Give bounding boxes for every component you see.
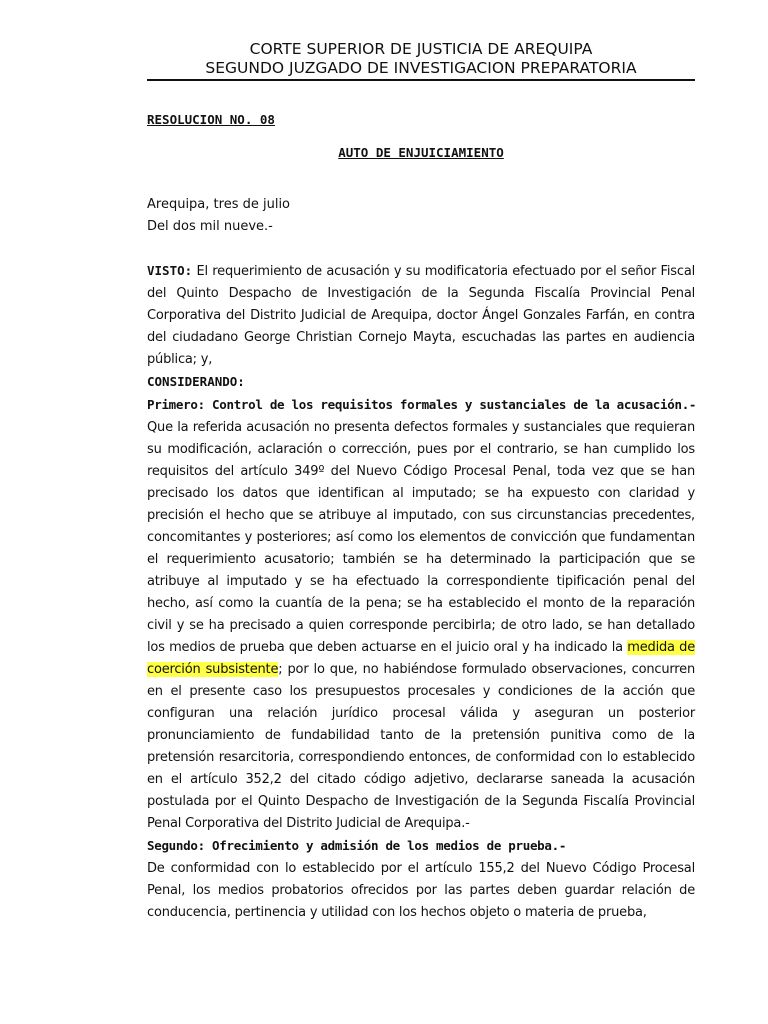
visto-label: VISTO:	[147, 263, 193, 278]
header-divider	[147, 79, 695, 81]
segundo-paragraph: De conformidad con lo establecido por el artículo 155,2 del Nuevo Código Procesal Penal, los medios probatorios ofrecidos por las partes deben guardar relación de conducencia, pertinencia y utilidad con los hechos objeto o materia de prueba,	[147, 861, 695, 920]
primero-heading: Primero: Control de los requisitos formales y sustanciales de la acusación.-	[147, 397, 697, 412]
resolution-number: RESOLUCION NO. 08	[147, 112, 275, 127]
document-body	[147, 260, 695, 924]
primero-text-after: ; por lo que, no habiéndose formulado observaciones, concurren en el presente caso los presupuestos procesales y condiciones de la acción que configuran una relación jurídico procesal válida y aseguran un posterior pronunciamiento de fundabilidad tanto de la pretensión punitiva como de la pretensión resarcitoria, correspondiendo entonces, de conformidad con lo establecido en el artículo 352,2 del citado código adjetivo, declararse saneada la acusación postulada por el Quinto Despacho de Investigación de la Segunda Fiscalía Provincial Penal Corporativa del Distrito Judicial de Arequipa.-	[147, 662, 695, 831]
visto-text: El requerimiento de acusación y su modificatoria efectuado por el señor Fiscal del Quinto Despacho de Investigación de la Segunda Fiscalía Provincial Penal Corporativa del Distrito Judicial de Arequipa, doctor Ángel Gonzales Farfán, en contra del ciudadano George Christian Cornejo Mayta, escuchadas las partes en audiencia pública; y,	[147, 264, 695, 367]
place-date-line-1: Arequipa, tres de julio	[147, 197, 291, 212]
document-title: AUTO DE ENJUICIAMIENTO	[338, 145, 504, 160]
considerando-label: CONSIDERANDO:	[147, 374, 245, 389]
place-date-line-2: Del dos mil nueve.-	[147, 219, 273, 234]
primero-text-before: Que la referida acusación no presenta defectos formales y sustanciales que requieran su modificación, aclaración o corrección, pues por el contrario, se han cumplido los requisitos del artículo 349º del Nuevo Código Procesal Penal, toda vez que se han precisado los datos que identifican al imputado; se ha expuesto con claridad y precisión el hecho que se atribuye al imputado, con sus circunstancias precedentes, concomitantes y posteriores; así como los elementos de convicción que fundamentan el requerimiento acusatorio; también se ha determinado la participación que se atribuye al imputado y se ha efectuado la correspondiente tipificación penal del hecho, así como la cuantía de la pena; se ha establecido el monto de la reparación civil y se ha precisado a quien corresponde percibirla; de otro lado, se han detallado los medios de prueba que deben actuarse en el juicio oral y ha indicado la	[147, 420, 695, 655]
visto-paragraph	[147, 260, 695, 371]
segundo-heading: Segundo: Ofrecimiento y admisión de los medios de prueba.-	[147, 838, 567, 853]
court-name: CORTE SUPERIOR DE JUSTICIA DE AREQUIPA	[249, 40, 593, 58]
juzgado-name: SEGUNDO JUZGADO DE INVESTIGACION PREPARATORIA	[205, 59, 637, 77]
primero-paragraph	[147, 417, 695, 835]
highlighted-text: medida de coerción subsistente	[147, 640, 695, 677]
court-header	[147, 40, 695, 78]
place-date	[147, 194, 290, 238]
